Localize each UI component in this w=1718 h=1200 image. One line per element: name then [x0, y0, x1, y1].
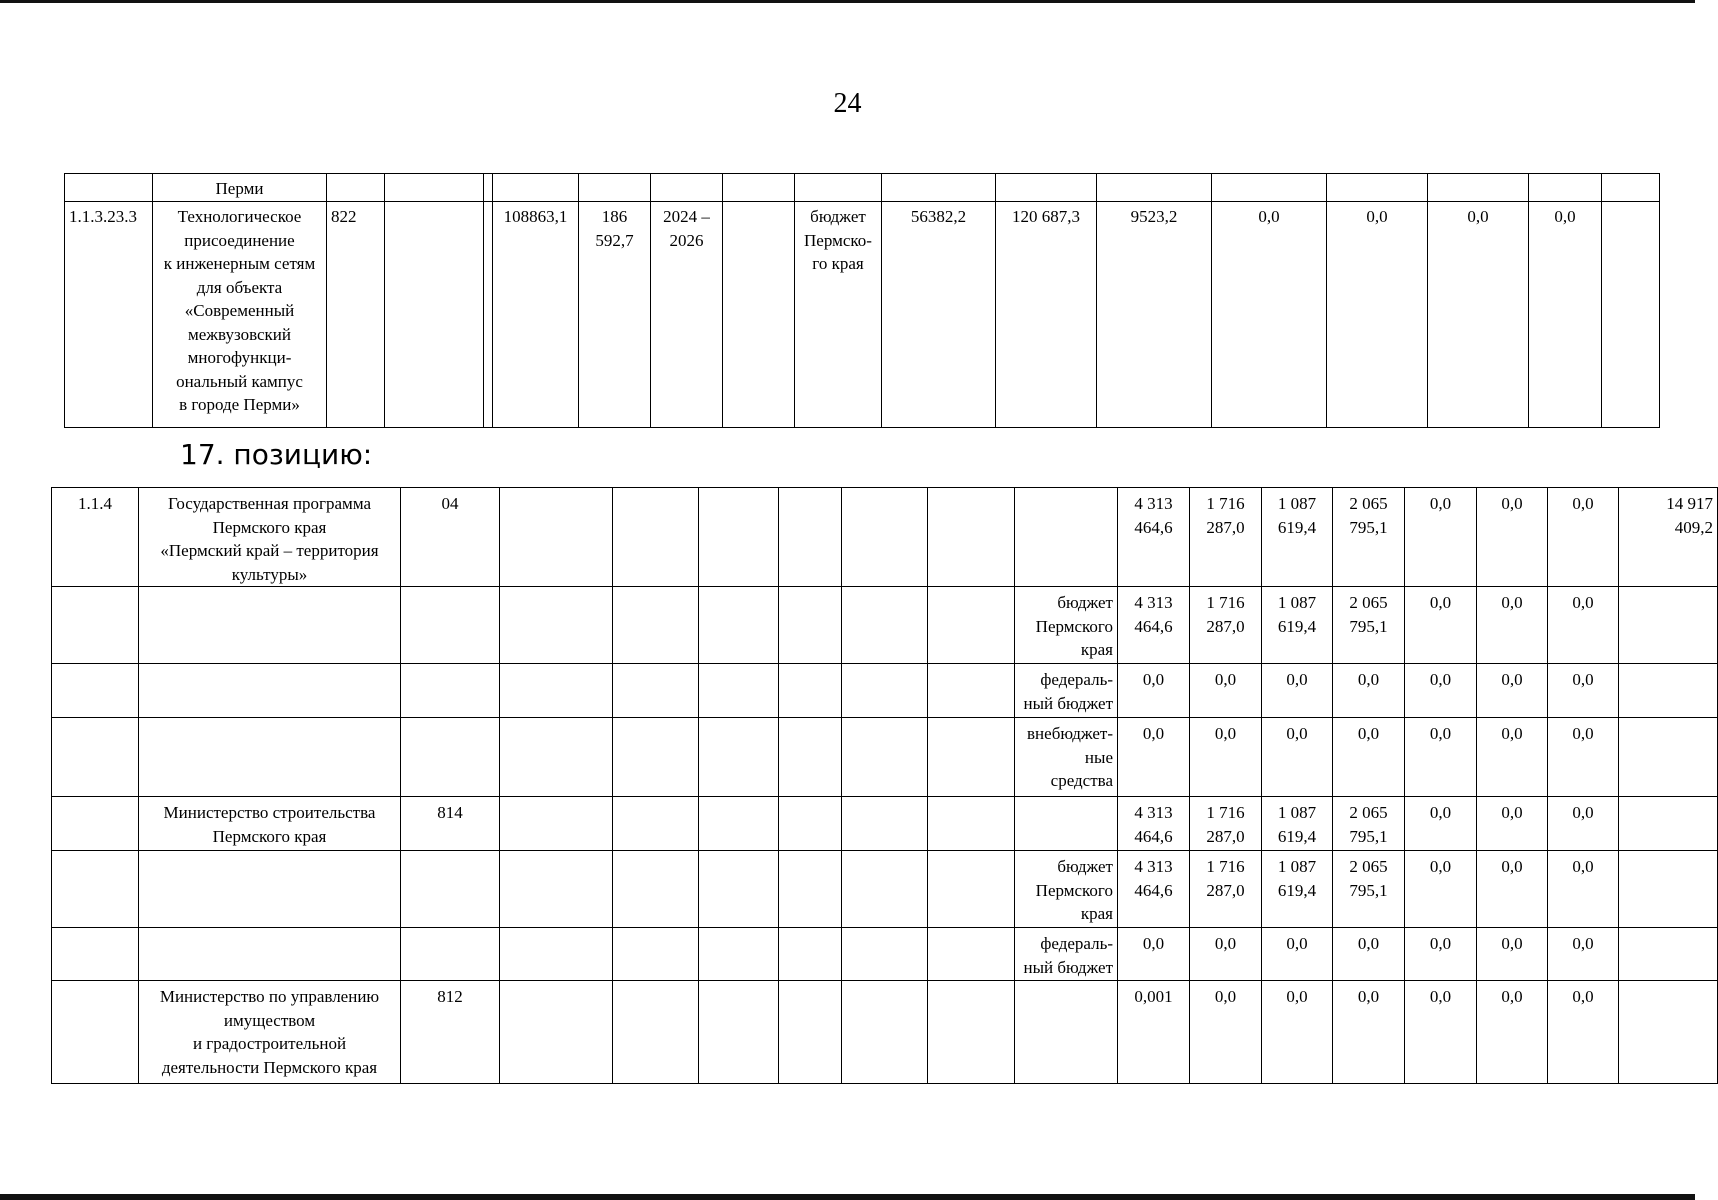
funding-source: внебюджет- ные средства [1015, 718, 1118, 797]
table-cell: 0,0 [1477, 587, 1548, 664]
section-title: 17. позицию: [180, 438, 373, 471]
table-cell [779, 851, 842, 928]
table-cell: 0,0 [1262, 664, 1333, 718]
item-code: 1.1.3.23.3 [65, 202, 153, 428]
table-cell: 0,0 [1118, 664, 1190, 718]
table-cell [500, 718, 613, 797]
scan-edge-bottom [0, 1194, 1695, 1200]
funding-source [1015, 488, 1118, 587]
table-cell [579, 174, 651, 202]
table-cell [613, 488, 699, 587]
table-cell: 1 716 287,0 [1190, 797, 1262, 851]
table-cell [1619, 664, 1718, 718]
table-cell: 2 065 795,1 [1333, 488, 1405, 587]
table-cell [1327, 174, 1428, 202]
table-cell [699, 981, 779, 1084]
table-cell [699, 928, 779, 981]
table-cell: Перми [153, 174, 327, 202]
table-cell [882, 174, 996, 202]
funding-source [1015, 797, 1118, 851]
table-cell: 0,0 [1548, 718, 1619, 797]
table-cell [723, 174, 795, 202]
item-description [139, 587, 401, 664]
funding-source: бюджет Пермского края [1015, 587, 1118, 664]
table-main [51, 487, 1718, 1084]
table-cell: 0,0 [1548, 928, 1619, 981]
table-cell: 4 313 464,6 [1118, 797, 1190, 851]
table-cell [500, 488, 613, 587]
table-cell [484, 174, 493, 202]
table-top [64, 173, 1660, 428]
table-cell: 1 087 619,4 [1262, 488, 1333, 587]
table-cell: 04 [401, 488, 500, 587]
item-description: Министерство строительства Пермского края [139, 797, 401, 851]
table-cell: 0,0 [1477, 981, 1548, 1084]
table-cell: 0,0 [1548, 664, 1619, 718]
table-cell: 0,0 [1548, 981, 1619, 1084]
table-cell [613, 718, 699, 797]
table-cell: 0,0 [1333, 981, 1405, 1084]
table-cell: 0,0 [1529, 202, 1602, 428]
table-cell [779, 718, 842, 797]
table-cell: 0,0 [1190, 664, 1262, 718]
funding-source: федераль- ный бюджет [1015, 928, 1118, 981]
table-cell: 0,0 [1262, 981, 1333, 1084]
table-cell: 0,0 [1477, 718, 1548, 797]
table-cell: 0,0 [1477, 851, 1548, 928]
table-cell: 4 313 464,6 [1118, 488, 1190, 587]
table-cell: 14 917 409,2 [1619, 488, 1718, 587]
table-cell: 812 [401, 981, 500, 1084]
table-cell: 0,0 [1405, 587, 1477, 664]
table-cell [500, 664, 613, 718]
table-cell [928, 928, 1015, 981]
table-cell [613, 851, 699, 928]
table-cell [928, 851, 1015, 928]
table-cell: 0,001 [1118, 981, 1190, 1084]
table-cell: 0,0 [1262, 928, 1333, 981]
table-row [52, 928, 1718, 981]
table-cell [928, 664, 1015, 718]
table-cell [401, 928, 500, 981]
period-cell: 2024 – 2026 [651, 202, 723, 428]
table-cell: 1 087 619,4 [1262, 587, 1333, 664]
table-row [65, 202, 1660, 428]
item-description [139, 928, 401, 981]
table-cell: 2 065 795,1 [1333, 797, 1405, 851]
table-cell [699, 851, 779, 928]
table-cell: 0,0 [1477, 928, 1548, 981]
table-cell [928, 718, 1015, 797]
table-cell: 56382,2 [882, 202, 996, 428]
table-cell [779, 928, 842, 981]
table-row [52, 718, 1718, 797]
table-cell [928, 981, 1015, 1084]
table-cell [723, 202, 795, 428]
table-cell: 1 087 619,4 [1262, 797, 1333, 851]
table-cell: 0,0 [1477, 797, 1548, 851]
table-cell [1619, 718, 1718, 797]
table-cell: 0,0 [1405, 718, 1477, 797]
table-cell: 0,0 [1333, 928, 1405, 981]
table-cell [795, 174, 882, 202]
item-description [139, 718, 401, 797]
item-description: Министерство по управлению имуществом и градостроительной деятельности Пермского края [139, 981, 401, 1084]
table-cell: 0,0 [1428, 202, 1529, 428]
table-cell: 4 313 464,6 [1118, 851, 1190, 928]
table-cell [327, 174, 385, 202]
table-row [52, 587, 1718, 664]
funding-source [1015, 981, 1118, 1084]
table-cell: 0,0 [1333, 718, 1405, 797]
table-cell [996, 174, 1097, 202]
table-cell [1602, 202, 1660, 428]
table-cell [699, 587, 779, 664]
table-cell: 0,0 [1405, 851, 1477, 928]
table-cell: 1 087 619,4 [1262, 851, 1333, 928]
table-cell [1097, 174, 1212, 202]
table-cell: 186 592,7 [579, 202, 651, 428]
table-cell: 1 716 287,0 [1190, 587, 1262, 664]
table-cell [1212, 174, 1327, 202]
item-description: Государственная программа Пермского края «Пермский край – территория культуры» [139, 488, 401, 587]
table-cell: 814 [401, 797, 500, 851]
scan-edge-top [0, 0, 1695, 3]
table-cell: 0,0 [1477, 488, 1548, 587]
table-cell [613, 797, 699, 851]
table-cell: 0,0 [1405, 981, 1477, 1084]
table-cell [493, 174, 579, 202]
table-cell [1602, 174, 1660, 202]
table-cell: 0,0 [1548, 851, 1619, 928]
table-cell: 0,0 [1333, 664, 1405, 718]
table-cell: 0,0 [1405, 797, 1477, 851]
table-cell [842, 928, 928, 981]
table-cell [613, 981, 699, 1084]
table-cell [1619, 851, 1718, 928]
funding-source: федераль- ный бюджет [1015, 664, 1118, 718]
table-cell [1619, 928, 1718, 981]
table-cell [842, 488, 928, 587]
table-cell [928, 488, 1015, 587]
table-cell: 9523,2 [1097, 202, 1212, 428]
table-cell: 0,0 [1262, 718, 1333, 797]
table-cell [484, 202, 493, 428]
item-code [52, 851, 139, 928]
table-cell [699, 797, 779, 851]
table-cell: 0,0 [1548, 797, 1619, 851]
table-cell [779, 797, 842, 851]
table-cell [928, 587, 1015, 664]
table-cell [842, 664, 928, 718]
table-cell [1529, 174, 1602, 202]
item-code [52, 928, 139, 981]
table-cell [651, 174, 723, 202]
table-cell [401, 664, 500, 718]
table-cell: 0,0 [1405, 928, 1477, 981]
table-cell [842, 718, 928, 797]
item-code [52, 981, 139, 1084]
table-cell: 1 716 287,0 [1190, 488, 1262, 587]
table-cell: 0,0 [1212, 202, 1327, 428]
item-description [139, 664, 401, 718]
table-cell [779, 488, 842, 587]
page-number: 24 [833, 88, 862, 119]
table-cell [500, 928, 613, 981]
item-code [52, 664, 139, 718]
table-row [52, 851, 1718, 928]
table-cell: 0,0 [1405, 488, 1477, 587]
table-cell: 0,0 [1405, 664, 1477, 718]
table-cell [401, 851, 500, 928]
table-cell: 0,0 [1327, 202, 1428, 428]
item-description: Технологическое присоединение к инженерным сетям для объекта «Современный межвузовский многофункци- ональный кампус в городе Перми» [153, 202, 327, 428]
table-cell [699, 488, 779, 587]
table-cell: 0,0 [1118, 718, 1190, 797]
table-row [52, 797, 1718, 851]
table-cell [385, 202, 484, 428]
table-cell [842, 797, 928, 851]
table-cell [779, 664, 842, 718]
table-cell: 0,0 [1548, 488, 1619, 587]
table-cell [500, 851, 613, 928]
table-cell: 0,0 [1477, 664, 1548, 718]
table-row [52, 664, 1718, 718]
table-cell [1428, 174, 1529, 202]
table-cell: 108863,1 [493, 202, 579, 428]
table-row [52, 488, 1718, 587]
table-cell: 1 716 287,0 [1190, 851, 1262, 928]
funding-source: бюджет Пермского края [1015, 851, 1118, 928]
table-cell [500, 981, 613, 1084]
item-code: 1.1.4 [52, 488, 139, 587]
table-cell: 0,0 [1118, 928, 1190, 981]
item-code [52, 797, 139, 851]
table-cell [65, 174, 153, 202]
table-cell: 0,0 [1190, 981, 1262, 1084]
table-cell [779, 587, 842, 664]
table-cell [699, 718, 779, 797]
table-cell [779, 981, 842, 1084]
table-cell [928, 797, 1015, 851]
table-cell [401, 718, 500, 797]
table-cell: 120 687,3 [996, 202, 1097, 428]
table-cell [385, 174, 484, 202]
table-cell [1619, 587, 1718, 664]
table-cell: 4 313 464,6 [1118, 587, 1190, 664]
table-cell [500, 797, 613, 851]
table-cell: 0,0 [1548, 587, 1619, 664]
table-cell [613, 928, 699, 981]
item-code [52, 718, 139, 797]
table-cell [1619, 797, 1718, 851]
table-cell: 0,0 [1190, 928, 1262, 981]
table-cell: 2 065 795,1 [1333, 851, 1405, 928]
funding-source: бюджет Пермско- го края [795, 202, 882, 428]
table-cell [699, 664, 779, 718]
table-cell [842, 981, 928, 1084]
table-row [65, 174, 1660, 202]
item-description [139, 851, 401, 928]
table-cell [613, 664, 699, 718]
table-cell: 2 065 795,1 [1333, 587, 1405, 664]
table-cell: 0,0 [1190, 718, 1262, 797]
table-cell [613, 587, 699, 664]
item-code [52, 587, 139, 664]
table-cell: 822 [327, 202, 385, 428]
table-cell [842, 587, 928, 664]
table-cell [842, 851, 928, 928]
table-cell [401, 587, 500, 664]
table-cell [500, 587, 613, 664]
table-row [52, 981, 1718, 1084]
table-cell [1619, 981, 1718, 1084]
